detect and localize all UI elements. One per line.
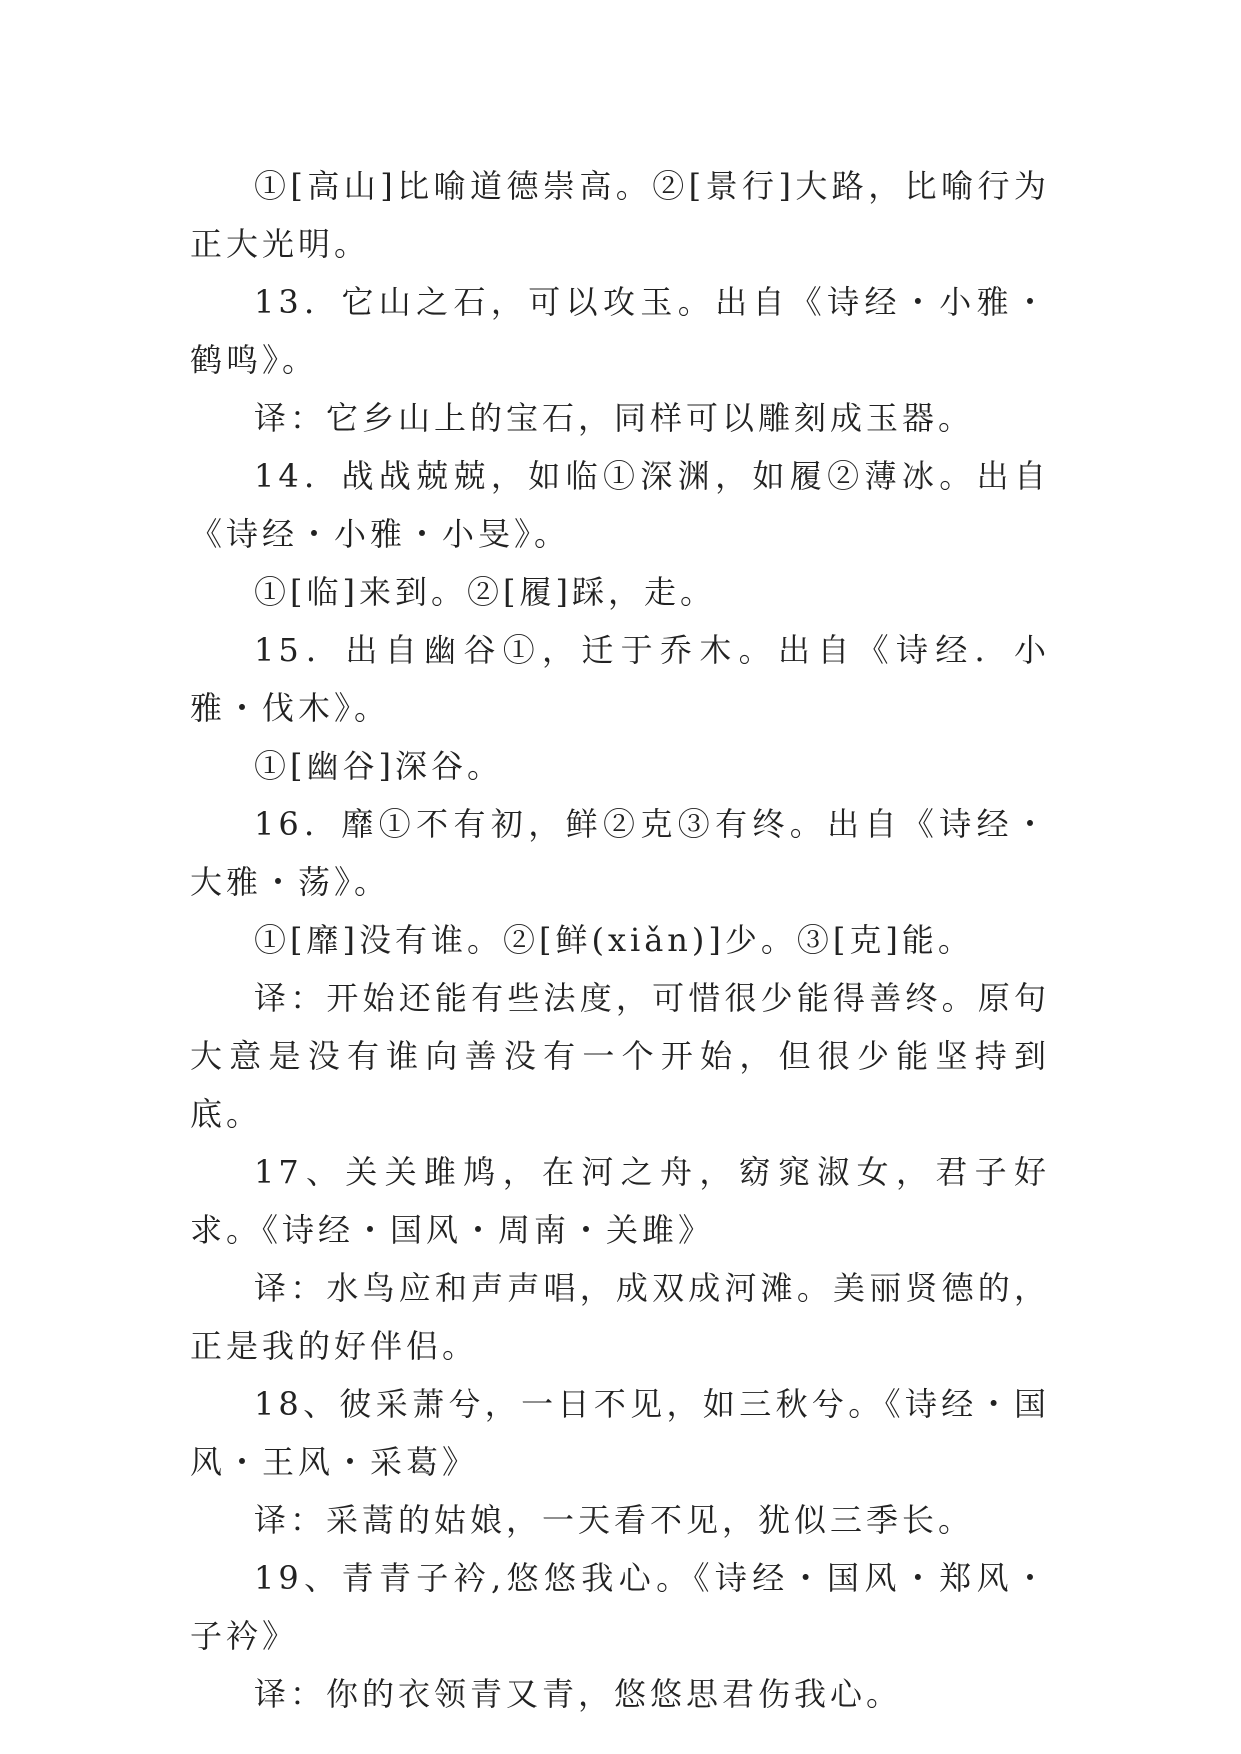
quote-17: 17、关关雎鸠，在河之舟，窈窕淑女，君子好求。《诗经・国风・周南・关雎》 [190,1153,1050,1249]
translation-17: 译：水鸟应和声声唱，成双成河滩。美丽贤德的，正是我的好伴侣。 [190,1269,1050,1365]
quote-19: 19、青青子衿,悠悠我心。《诗经・国风・郑风・子衿》 [190,1559,1050,1655]
quote-15: 15．出自幽谷①，迁于乔木。出自《诗经．小雅・伐木》。 [190,631,1050,727]
quote-18: 18、彼采萧兮，一日不见，如三秋兮。《诗经・国风・王风・采葛》 [190,1385,1050,1481]
translation-16: 译：开始还能有些法度，可惜很少能得善终。原句大意是没有谁向善没有一个开始，但很少能坚持到底。 [190,979,1050,1133]
annotation-15: ①[幽谷]深谷。 [254,747,503,785]
translation-18: 译：采蒿的姑娘，一天看不见，犹似三季长。 [254,1501,975,1539]
annotation-14: ①[临]来到。②[履]踩，走。 [254,573,716,611]
quote-14: 14．战战兢兢，如临①深渊，如履②薄冰。出自《诗经・小雅・小旻》。 [190,457,1050,553]
annotation-line: ①[高山]比喻道德崇高。②[景行]大路，比喻行为正大光明。 [190,167,1050,263]
quote-13: 13．它山之石，可以攻玉。出自《诗经・小雅・鹤鸣》。 [190,283,1050,379]
translation-13: 译：它乡山上的宝石，同样可以雕刻成玉器。 [254,399,975,437]
translation-19: 译：你的衣领青又青，悠悠思君伤我心。 [254,1675,903,1713]
document-page [190,157,1050,1723]
quote-16: 16．靡①不有初，鲜②克③有终。出自《诗经・大雅・荡》。 [190,805,1050,901]
annotation-16: ①[靡]没有谁。②[鲜(xiǎn)]少。③[克]能。 [254,921,974,959]
